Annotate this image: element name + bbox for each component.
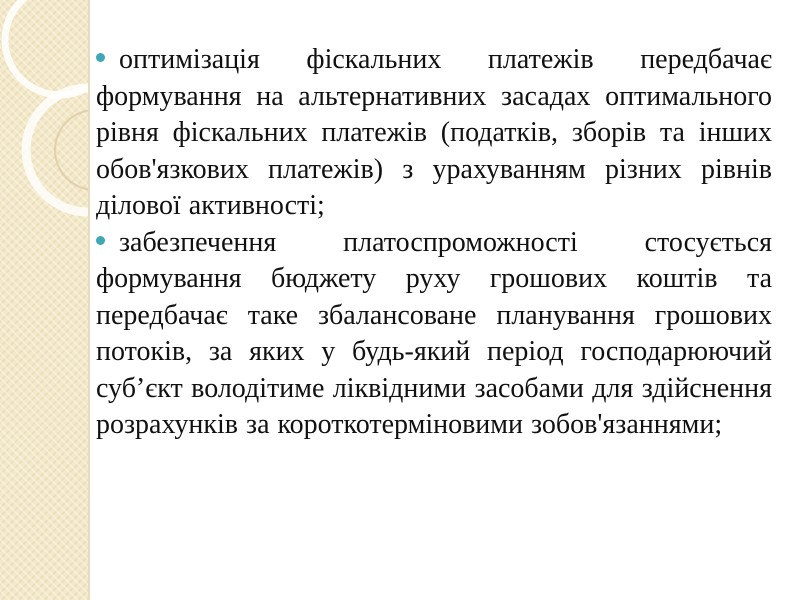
bullet-item-2 xyxy=(96,225,772,444)
bullet-text-2: забезпечення платоспроможності стосується формування бюджету руху грошових коштів та передбачає таке збалансоване планування грошових потоків, за яких у будь-який період господарюючий суб’єкт володітиме ліквідними засобами для здійснення розрахунків за короткотерміновими зобов'язаннями; xyxy=(96,226,772,440)
bullet-dot-icon xyxy=(96,53,105,62)
decorative-circles-icon xyxy=(0,0,88,600)
slide-content xyxy=(96,42,772,444)
bullet-item-1 xyxy=(96,42,772,225)
decorative-side-band xyxy=(0,0,88,600)
decor-circle-inner xyxy=(55,110,88,190)
side-divider xyxy=(88,0,90,600)
bullet-dot-icon xyxy=(96,236,105,245)
decor-circle-middle xyxy=(26,88,88,212)
bullet-text-1: оптимізація фіскальних платежів передбачає формування на альтернативних засадах оптимального рівня фіскальних платежів (податків, зборів та інших обов'язкових платежів) з урахуванням різних рівнів ділової активності; xyxy=(96,44,772,221)
decor-circle-top xyxy=(5,0,88,95)
